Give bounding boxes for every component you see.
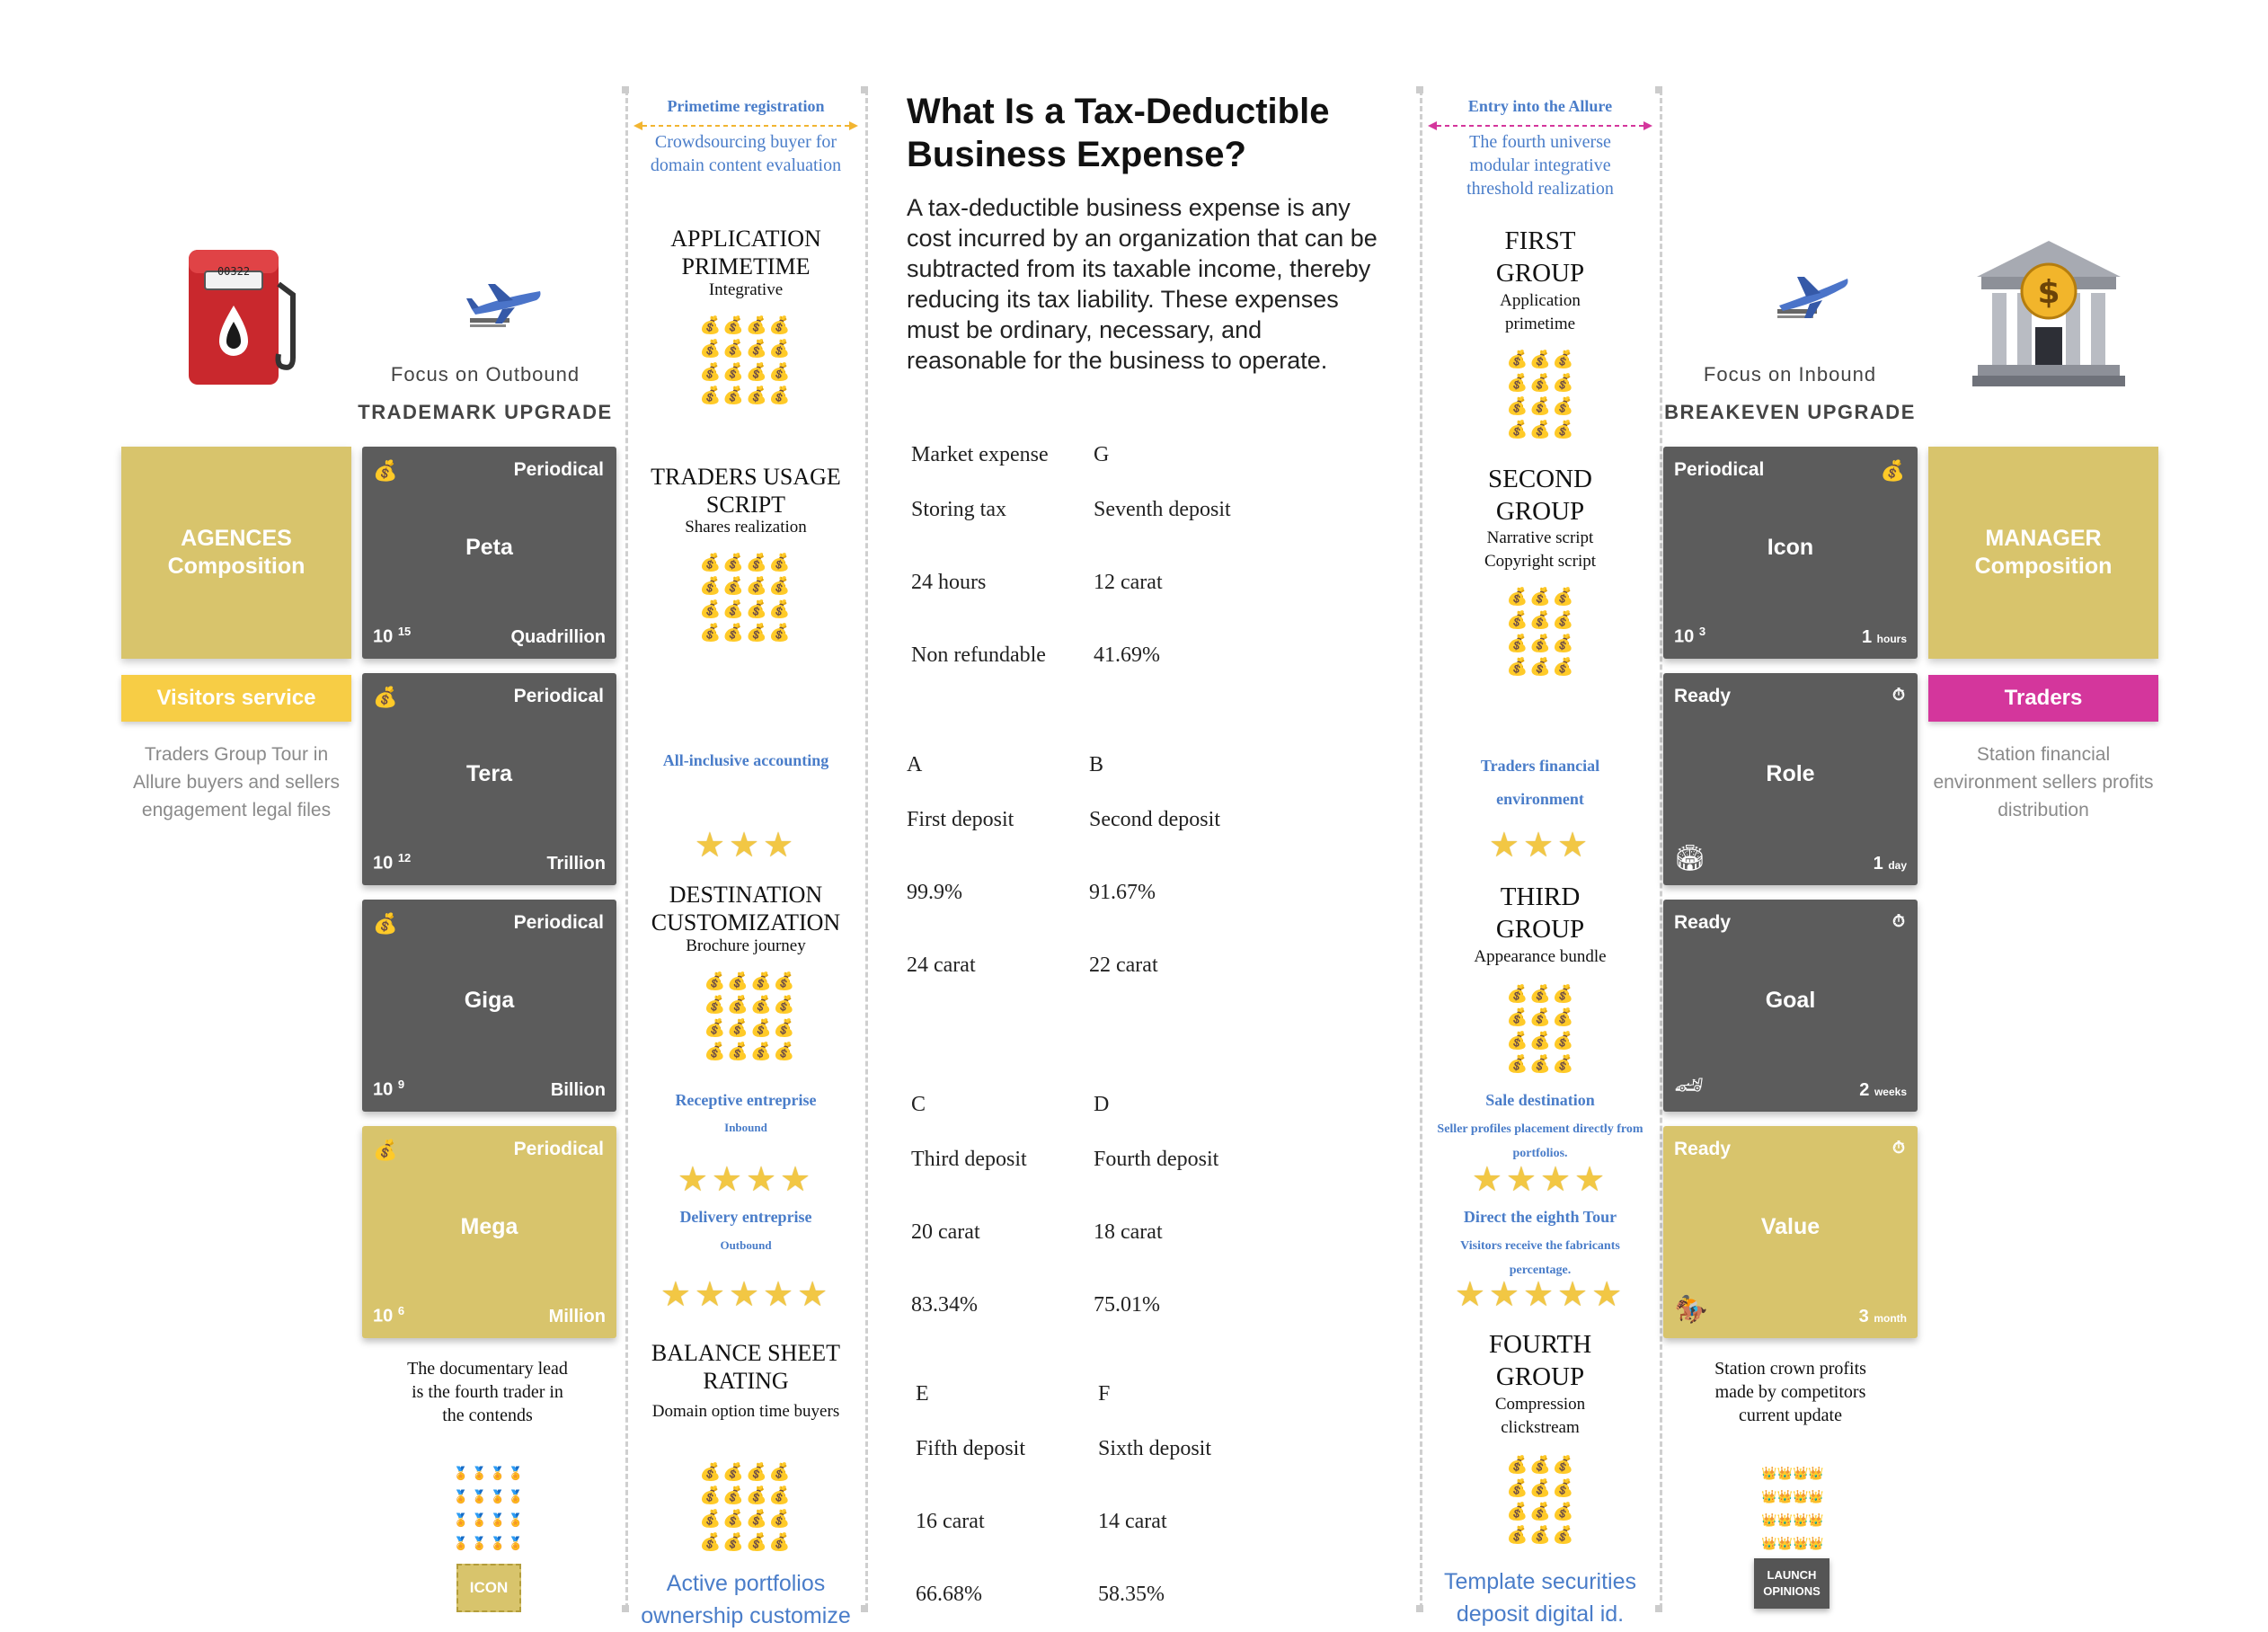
table-cell: 14 carat bbox=[1098, 1510, 1167, 1533]
table-cell: 41.69% bbox=[1094, 643, 1160, 667]
launch-opinions-button[interactable] bbox=[1754, 1558, 1829, 1609]
money-bag-icon: 💰 bbox=[373, 912, 398, 935]
tile-tag: Periodical bbox=[1674, 459, 1765, 480]
table-cell: 83.34% bbox=[911, 1293, 978, 1317]
bank-icon bbox=[1972, 237, 2125, 390]
col1-delivery-title: Delivery entreprise bbox=[679, 1208, 812, 1226]
table-cell: D bbox=[1094, 1093, 1110, 1116]
race-car-icon: 🏎 bbox=[1674, 1071, 1705, 1098]
col2-group4-title: FOURTH GROUP bbox=[1488, 1330, 1592, 1391]
composition-title: MANAGER bbox=[1985, 526, 2102, 551]
tile-unit: Billion bbox=[550, 1080, 606, 1100]
col1-group1-bags: 💰💰💰💰 💰💰💰💰 💰💰💰💰 💰💰💰💰 bbox=[699, 316, 793, 405]
focus-outbound-label: Focus on Outbound bbox=[390, 363, 580, 386]
col2-group3-sub: Appearance bundle bbox=[1474, 947, 1607, 966]
tile-tera[interactable] bbox=[362, 673, 616, 885]
col2-three-stars: ★★★ bbox=[1488, 827, 1592, 865]
money-bag-icon: 💰 bbox=[1880, 459, 1905, 482]
svg-text:$: $ bbox=[2037, 274, 2060, 311]
tile-role[interactable] bbox=[1663, 673, 1918, 885]
tile-tag: Periodical bbox=[513, 1139, 604, 1159]
table-cell: 99.9% bbox=[907, 881, 962, 904]
table-cell: Non refundable bbox=[911, 643, 1046, 667]
icon-button[interactable]: ICON bbox=[456, 1564, 521, 1612]
table-cell: Storing tax bbox=[911, 498, 1006, 521]
table-cell: E bbox=[916, 1382, 929, 1406]
tile-icon[interactable] bbox=[1663, 447, 1918, 659]
col1-delivery-sub: Outbound bbox=[720, 1238, 772, 1252]
tile-duration: 1 day bbox=[1873, 854, 1907, 874]
col1-mid-blue: All-inclusive accounting bbox=[662, 751, 829, 769]
table-cell: C bbox=[911, 1093, 926, 1116]
horse-racing-icon: 🏇 bbox=[1674, 1295, 1708, 1325]
col1-group2-sub: Shares realization bbox=[685, 518, 807, 537]
money-bag-icon: 💰 bbox=[373, 459, 398, 482]
table-cell: B bbox=[1089, 753, 1104, 776]
left-note: Traders Group Tour in Allure buyers and sellers engagement legal files bbox=[133, 744, 340, 820]
table-cell: 91.67% bbox=[1089, 881, 1156, 904]
table-cell: Second deposit bbox=[1089, 808, 1220, 831]
table-cell: 12 carat bbox=[1094, 571, 1163, 594]
tile-power: 10 $^{15}$ bbox=[373, 625, 412, 647]
col1-group4-sub: Domain option time buyers bbox=[651, 1402, 840, 1421]
table-cell: 66.68% bbox=[916, 1583, 982, 1606]
table-cell: Third deposit bbox=[911, 1148, 1027, 1171]
table-cell: Market expense bbox=[911, 443, 1049, 466]
col1-receptive-title: Receptive entreprise bbox=[675, 1091, 817, 1109]
col2-group1-title: FIRST GROUP bbox=[1495, 226, 1585, 288]
col2-direct-sub: Visitors receive the fabricants percentage. bbox=[1460, 1239, 1620, 1277]
article-body: A tax-deductible business expense is any cost incurred by an organization that can be subtracted from its taxable income, thereby reducing its tax liability. These expenses must be ordinary, necessary, and reasonable for the business to operate. bbox=[907, 194, 1378, 374]
manager-composition-card[interactable] bbox=[1928, 447, 2158, 659]
opinions-label: OPINIONS bbox=[1763, 1584, 1821, 1598]
col1-receptive-sub: Inbound bbox=[724, 1121, 767, 1134]
airplane-icon bbox=[463, 279, 544, 333]
timer-icon: ⏱ bbox=[1891, 912, 1905, 930]
col2-group2-title: SECOND GROUP bbox=[1487, 465, 1592, 526]
col1-group4-title: BALANCE SHEET RATING bbox=[651, 1340, 841, 1394]
tile-duration: 1 hours bbox=[1861, 627, 1907, 647]
col2-group2-sub: Narrative script Copyright script bbox=[1484, 528, 1597, 571]
table-cell: G bbox=[1094, 443, 1110, 466]
col1-group1-title: APPLICATION PRIMETIME bbox=[670, 226, 821, 279]
tile-tag: Periodical bbox=[513, 686, 604, 706]
col2-bottom-link[interactable]: Template securities deposit digital id. bbox=[1444, 1569, 1636, 1627]
col2-top-sub: The fourth universe modular integrative threshold realization bbox=[1466, 132, 1614, 199]
traders-pill[interactable]: Traders bbox=[1928, 675, 2158, 722]
tile-tag: Ready bbox=[1674, 1139, 1732, 1159]
table-cell: 18 carat bbox=[1094, 1220, 1163, 1244]
tile-name: Mega bbox=[460, 1214, 518, 1239]
col1-bottom-link[interactable]: Active portfolios ownership customize bbox=[641, 1571, 851, 1628]
tile-power: 10 $^{12}$ bbox=[373, 851, 412, 874]
col1-four-stars: ★★★★ bbox=[677, 1161, 815, 1199]
col2-top-arrow bbox=[1428, 120, 1652, 130]
table-cell: 75.01% bbox=[1094, 1293, 1160, 1317]
col1-group2-bags: 💰💰💰💰 💰💰💰💰 💰💰💰💰 💰💰💰💰 bbox=[699, 554, 793, 643]
table-cell: A bbox=[907, 753, 923, 776]
article-title: What Is a Tax-Deductible Business Expense? bbox=[907, 92, 1330, 174]
col1-top-arrow bbox=[633, 120, 858, 130]
col2-group4-sub: Compression clickstream bbox=[1494, 1395, 1586, 1437]
breakeven-upgrade-label: BREAKEVEN UPGRADE bbox=[1664, 401, 1916, 423]
table-cell: Fourth deposit bbox=[1094, 1148, 1219, 1171]
col1-five-stars: ★★★★★ bbox=[660, 1276, 832, 1314]
tile-name: Icon bbox=[1767, 535, 1814, 560]
tile-power: 10 $^3$ bbox=[1674, 625, 1706, 647]
pump-counter: 00322 bbox=[217, 265, 251, 278]
tile-name: Giga bbox=[464, 988, 515, 1013]
col2-four-stars: ★★★★ bbox=[1471, 1161, 1609, 1199]
tile-value[interactable] bbox=[1663, 1126, 1918, 1338]
col2-direct-title: Direct the eighth Tour bbox=[1463, 1208, 1617, 1226]
tile-name: Role bbox=[1766, 761, 1815, 786]
table-cell: 24 carat bbox=[907, 953, 976, 977]
col2-group3-title: THIRD GROUP bbox=[1495, 883, 1585, 944]
left-bottom-note: The documentary lead is the fourth trader in the contends bbox=[407, 1359, 568, 1425]
table-cell: Seventh deposit bbox=[1094, 498, 1231, 521]
col2-group1-sub: Application primetime bbox=[1500, 291, 1581, 333]
table-cell: 16 carat bbox=[916, 1510, 985, 1533]
col2-mid-blue: Traders financial environment bbox=[1480, 757, 1600, 808]
timer-icon: ⏱ bbox=[1891, 1139, 1905, 1157]
tile-name: Tera bbox=[466, 761, 512, 786]
fuel-pump-icon bbox=[183, 243, 309, 386]
col1-group1-sub: Integrative bbox=[708, 280, 784, 299]
visitors-service-pill[interactable]: Visitors service bbox=[121, 675, 351, 722]
col1-group3-sub: Brochure journey bbox=[686, 936, 806, 955]
money-bag-icon: 💰 bbox=[373, 1139, 398, 1161]
col1-group2-title: TRADERS USAGE SCRIPT bbox=[651, 464, 841, 518]
tile-power: 10 $^6$ bbox=[373, 1304, 405, 1326]
table-cell: Fifth deposit bbox=[916, 1437, 1026, 1460]
tile-name: Peta bbox=[465, 535, 513, 560]
tile-duration: 2 weeks bbox=[1859, 1080, 1907, 1100]
table-cell: 20 carat bbox=[911, 1220, 980, 1244]
table-cell: Sixth deposit bbox=[1098, 1437, 1212, 1460]
composition-title: AGENCES bbox=[181, 526, 292, 551]
col2-five-stars: ★★★★★ bbox=[1454, 1276, 1626, 1314]
col2-sale-sub: Seller profiles placement directly from portfolios. bbox=[1437, 1122, 1643, 1160]
table-cell: 24 hours bbox=[911, 571, 987, 594]
col2-group4-bags: 💰💰💰 💰💰💰 💰💰💰 💰💰💰 bbox=[1506, 1456, 1576, 1545]
tile-unit: Trillion bbox=[546, 854, 606, 874]
col2-group2-bags: 💰💰💰 💰💰💰 💰💰💰 💰💰💰 bbox=[1506, 588, 1576, 677]
table-cell: 58.35% bbox=[1098, 1583, 1165, 1606]
col1-three-stars: ★★★ bbox=[694, 827, 798, 865]
col2-top-title: Entry into the Allure bbox=[1467, 97, 1613, 115]
tile-name: Value bbox=[1760, 1214, 1821, 1239]
tile-unit: Quadrillion bbox=[510, 627, 606, 647]
composition-subtitle: Composition bbox=[1974, 554, 2113, 579]
tile-peta[interactable] bbox=[362, 447, 616, 659]
tile-tag: Ready bbox=[1674, 686, 1732, 706]
tile-duration: 3 month bbox=[1858, 1307, 1907, 1326]
col1-group4-bags: 💰💰💰💰 💰💰💰💰 💰💰💰💰 💰💰💰💰 bbox=[699, 1463, 793, 1552]
airplane-icon bbox=[1770, 270, 1851, 324]
col1-top-sub: Crowdsourcing buyer for domain content evaluation bbox=[650, 132, 842, 175]
tile-goal[interactable] bbox=[1663, 900, 1918, 1112]
tile-tag: Periodical bbox=[513, 459, 604, 480]
timer-icon: ⏱ bbox=[1891, 686, 1905, 704]
tile-power: 10 $^9$ bbox=[373, 1078, 405, 1100]
launch-label: LAUNCH bbox=[1767, 1568, 1817, 1582]
tile-unit: Million bbox=[548, 1307, 606, 1326]
table-cell: 22 carat bbox=[1089, 953, 1158, 977]
col2-group3-bags: 💰💰💰 💰💰💰 💰💰💰 💰💰💰 bbox=[1506, 985, 1576, 1074]
tile-name: Goal bbox=[1765, 988, 1816, 1013]
right-bottom-note: Station crown profits made by competitors current update bbox=[1714, 1359, 1866, 1425]
tile-giga[interactable] bbox=[362, 900, 616, 1112]
tile-mega[interactable] bbox=[362, 1126, 616, 1338]
stadium-icon: 🏟 bbox=[1674, 844, 1706, 872]
right-note: Station financial environment sellers profits distribution bbox=[1933, 744, 2154, 820]
col1-group3-bags: 💰💰💰💰 💰💰💰💰 💰💰💰💰 💰💰💰💰 bbox=[704, 972, 797, 1061]
table-cell: First deposit bbox=[907, 808, 1014, 831]
focus-inbound-label: Focus on Inbound bbox=[1703, 363, 1877, 386]
tile-tag: Periodical bbox=[513, 912, 604, 933]
medal-icons: 🏅🏅🏅🏅 🏅🏅🏅🏅 🏅🏅🏅🏅 🏅🏅🏅🏅 bbox=[453, 1466, 527, 1550]
col2-group1-bags: 💰💰💰 💰💰💰 💰💰💰 💰💰💰 bbox=[1506, 350, 1576, 439]
agences-composition-card[interactable] bbox=[121, 447, 351, 659]
table-cell: F bbox=[1098, 1382, 1111, 1406]
col1-top-title: Primetime registration bbox=[667, 97, 825, 115]
money-bag-icon: 💰 bbox=[373, 686, 398, 708]
col2-sale-title: Sale destination bbox=[1485, 1091, 1595, 1109]
crown-icons: 👑👑👑👑 👑👑👑👑 👑👑👑👑 👑👑👑👑 bbox=[1761, 1466, 1824, 1550]
tile-tag: Ready bbox=[1674, 912, 1732, 933]
composition-subtitle: Composition bbox=[167, 554, 306, 579]
trademark-upgrade-label: TRADEMARK UPGRADE bbox=[358, 401, 613, 423]
col1-group3-title: DESTINATION CUSTOMIZATION bbox=[651, 882, 841, 936]
